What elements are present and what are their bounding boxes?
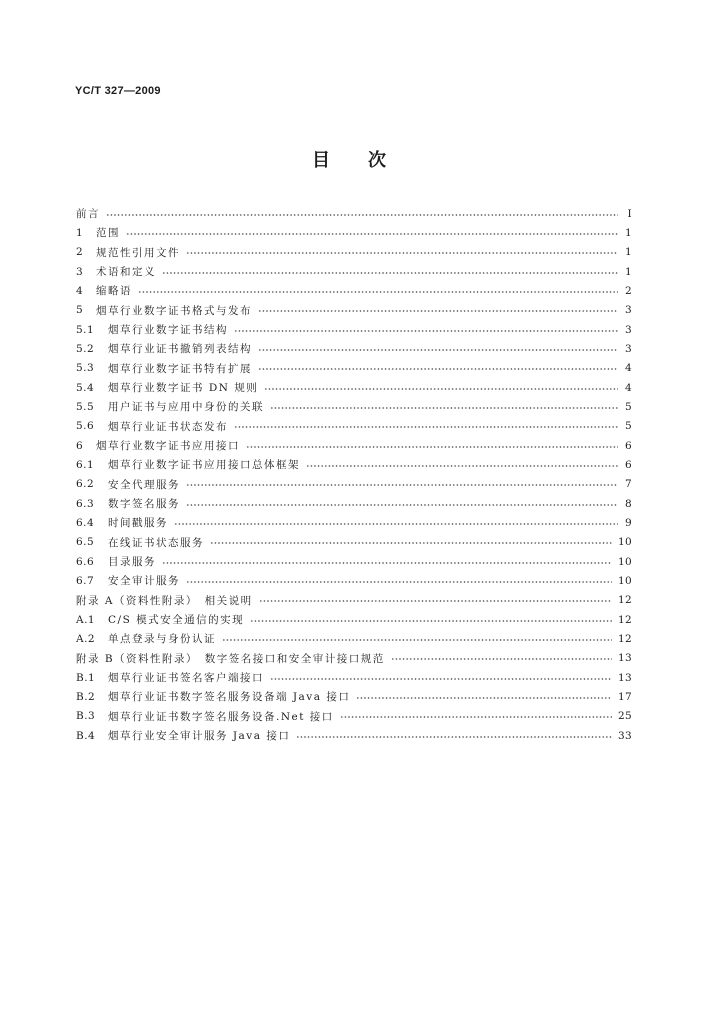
toc-entry-title: 安全审计服务: [108, 575, 180, 588]
toc-dot-leader: [391, 656, 612, 662]
toc-entry-title: 在线证书状态服务: [108, 536, 204, 549]
toc-entry-number: 5: [76, 304, 84, 317]
toc-entry: [76, 687, 632, 706]
toc-entry-number: 6: [76, 439, 84, 452]
toc-dot-leader: [186, 579, 612, 585]
toc-entry-page: 9: [625, 516, 632, 529]
toc-entry-page: 5: [625, 400, 632, 413]
toc-dot-leader: [270, 405, 618, 411]
toc-entry-title: 烟草行业证书数字签名服务设备端 Java 接口: [108, 691, 351, 704]
toc-entry: [76, 301, 632, 320]
toc-entry-page: 33: [618, 729, 632, 742]
toc-dot-leader: [162, 270, 618, 276]
toc-entry-number: 3: [76, 265, 84, 278]
toc-entry: [76, 378, 632, 397]
toc-entry-title: 前言: [76, 208, 100, 221]
toc-dot-leader: [222, 637, 612, 643]
toc-entry-title: 烟草行业证书数字签名服务设备.Net 接口: [108, 710, 334, 723]
toc-entry-number: 5.3: [76, 362, 95, 375]
toc-entry: [76, 359, 632, 378]
toc-entry-page: 1: [625, 246, 632, 259]
toc-entry: [76, 707, 632, 726]
toc-entry-page: 12: [618, 594, 632, 607]
toc-dot-leader: [186, 502, 618, 508]
toc-dot-leader: [258, 308, 618, 314]
toc-entry-page: 1: [625, 226, 632, 239]
toc-entry-page: 17: [618, 690, 632, 703]
toc-entry: [76, 262, 632, 281]
toc-entry-page: 8: [625, 497, 632, 510]
toc-entry-title: 烟草行业数字证书特有扩展: [108, 362, 252, 375]
toc-entry-title: 数字签名服务: [108, 498, 180, 511]
toc-entry-title: 缩略语: [96, 285, 132, 298]
toc-entry-title: 范围: [96, 227, 120, 240]
toc-entry-number: 6.1: [76, 458, 95, 471]
table-of-contents: [76, 204, 632, 745]
toc-entry-page: 6: [625, 458, 632, 471]
toc-dot-leader: [259, 598, 612, 604]
toc-entry-number: 4: [76, 284, 84, 297]
toc-dot-leader: [246, 444, 618, 450]
toc-entry-number: A.2: [76, 632, 96, 645]
toc-entry-title: 烟草行业数字证书应用接口: [96, 440, 240, 453]
toc-entry-page: 12: [618, 613, 632, 626]
toc-dot-leader: [186, 250, 618, 256]
toc-entry: [76, 281, 632, 300]
toc-entry-number: 6.3: [76, 497, 95, 510]
toc-entry: [76, 243, 632, 262]
toc-dot-leader: [126, 231, 618, 237]
toc-dot-leader: [306, 463, 618, 469]
toc-dot-leader: [186, 482, 618, 488]
toc-entry-page: 2: [625, 284, 632, 297]
toc-entry-title: 附录 A（资料性附录） 相关说明: [76, 594, 253, 607]
toc-entry-title: 烟草行业证书状态发布: [108, 420, 228, 433]
toc-dot-leader: [174, 521, 618, 527]
toc-entry: [76, 397, 632, 416]
toc-entry: [76, 417, 632, 436]
toc-entry-title: 附录 B（资料性附录） 数字签名接口和安全审计接口规范: [76, 652, 385, 665]
toc-entry-page: 7: [625, 478, 632, 491]
toc-dot-leader: [210, 540, 612, 546]
toc-entry: [76, 610, 632, 629]
toc-entry-title: 单点登录与身份认证: [108, 633, 216, 646]
toc-entry-title: 烟草行业数字证书应用接口总体框架: [108, 459, 300, 472]
toc-entry: [76, 649, 632, 668]
toc-entry-page: 6: [625, 439, 632, 452]
toc-entry-number: B.4: [76, 729, 96, 742]
toc-entry: [76, 339, 632, 358]
toc-entry: [76, 552, 632, 571]
toc-entry: [76, 223, 632, 242]
toc-entry: [76, 726, 632, 745]
toc-entry: [76, 571, 632, 590]
toc-entry-page: 12: [618, 632, 632, 645]
toc-entry-number: B.3: [76, 710, 96, 723]
toc-dot-leader: [162, 560, 612, 566]
toc-entry-title: 术语和定义: [96, 266, 156, 279]
toc-entry-page: 13: [618, 671, 632, 684]
toc-entry-number: 6.2: [76, 478, 95, 491]
toc-entry-page: 4: [625, 381, 632, 394]
toc-entry-number: B.1: [76, 671, 96, 684]
toc-entry-page: 5: [625, 420, 632, 433]
toc-entry: [76, 204, 632, 223]
toc-dot-leader: [340, 714, 612, 720]
toc-entry-title: 烟草行业数字证书格式与发布: [96, 304, 252, 317]
toc-entry-page: 3: [625, 342, 632, 355]
toc-dot-leader: [234, 424, 618, 430]
toc-entry-page: 13: [618, 652, 632, 665]
toc-entry-number: 6.5: [76, 536, 95, 549]
toc-entry-page: 1: [625, 265, 632, 278]
toc-entry: [76, 436, 632, 455]
toc-entry-title: 烟草行业证书撤销列表结构: [108, 343, 252, 356]
toc-entry: [76, 475, 632, 494]
standard-code: YC/T 327—2009: [75, 85, 161, 97]
toc-entry-number: A.1: [76, 613, 96, 626]
toc-entry-number: 2: [76, 246, 84, 259]
toc-entry-page: 10: [618, 574, 632, 587]
toc-entry: [76, 513, 632, 532]
toc-entry-page: I: [627, 207, 632, 220]
toc-dot-leader: [258, 347, 618, 353]
toc-entry: [76, 668, 632, 687]
toc-entry-number: 5.4: [76, 381, 95, 394]
toc-dot-leader: [296, 734, 612, 740]
toc-entry-number: 5.5: [76, 400, 95, 413]
toc-entry-title: 用户证书与应用中身份的关联: [108, 401, 264, 414]
toc-entry-page: 25: [618, 710, 632, 723]
toc-entry-number: B.2: [76, 690, 96, 703]
toc-dot-leader: [356, 695, 612, 701]
toc-entry-page: 3: [625, 304, 632, 317]
toc-entry-number: 6.7: [76, 574, 95, 587]
toc-entry-number: 5.2: [76, 342, 95, 355]
toc-dot-leader: [138, 289, 618, 295]
toc-entry-title: 烟草行业数字证书 DN 规则: [108, 382, 259, 395]
toc-dot-leader: [250, 618, 612, 624]
toc-entry-page: 4: [625, 362, 632, 375]
toc-entry-page: 10: [618, 536, 632, 549]
toc-entry: [76, 591, 632, 610]
toc-dot-leader: [264, 386, 618, 392]
toc-dot-leader: [106, 212, 618, 218]
toc-entry-title: 规范性引用文件: [96, 246, 180, 259]
toc-dot-leader: [258, 366, 618, 372]
page-title: 目 次: [312, 150, 396, 171]
toc-entry-number: 5.6: [76, 420, 95, 433]
toc-entry: [76, 455, 632, 474]
toc-entry: [76, 320, 632, 339]
toc-entry-number: 1: [76, 226, 84, 239]
toc-entry-title: C/S 模式安全通信的实现: [108, 614, 245, 627]
toc-entry-title: 时间戳服务: [108, 517, 168, 530]
toc-entry: [76, 494, 632, 513]
toc-entry-page: 10: [618, 555, 632, 568]
toc-entry-title: 目录服务: [108, 556, 156, 569]
toc-entry-title: 安全代理服务: [108, 478, 180, 491]
toc-entry: [76, 629, 632, 648]
toc-dot-leader: [270, 676, 612, 682]
toc-entry-number: 6.4: [76, 516, 95, 529]
toc-entry-number: 5.1: [76, 323, 95, 336]
toc-entry: [76, 533, 632, 552]
toc-entry-title: 烟草行业证书签名客户端接口: [108, 672, 264, 685]
toc-entry-title: 烟草行业数字证书结构: [108, 324, 228, 337]
toc-dot-leader: [234, 328, 618, 334]
toc-entry-title: 烟草行业安全审计服务 Java 接口: [108, 730, 291, 743]
toc-entry-page: 3: [625, 323, 632, 336]
toc-entry-number: 6.6: [76, 555, 95, 568]
